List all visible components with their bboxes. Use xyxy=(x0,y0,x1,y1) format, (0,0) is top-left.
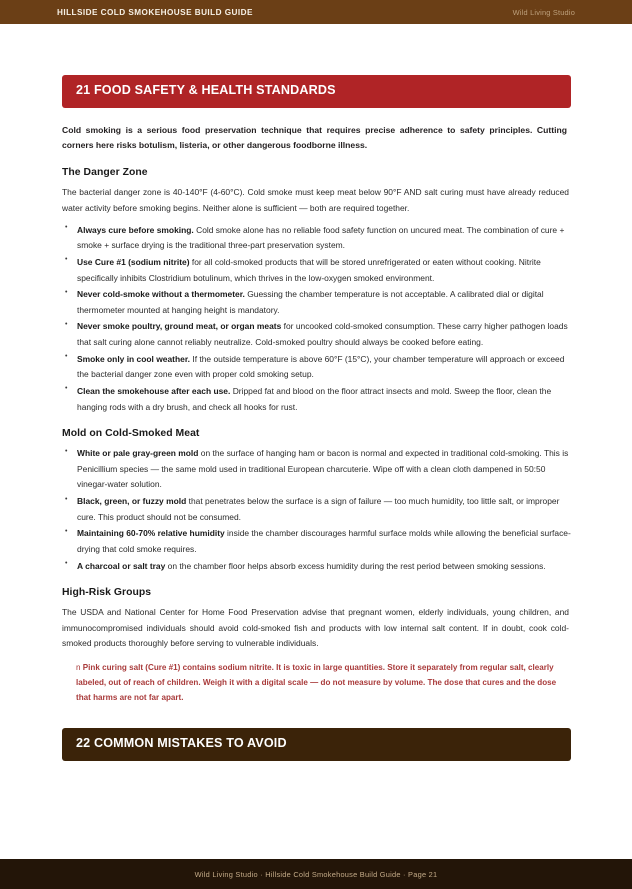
danger-zone-item-rest: If the outside temperature is above 60°F (15°C), your chamber temperature will approach or exceed the bacterial danger zone even with proper cold smoking setup. xyxy=(77,353,565,380)
mold-item-rest: that penetrates below the surface is a sign of failure — too much humidity, too little salt, or improper cure. This product should not be consumed. xyxy=(77,496,560,522)
list-item xyxy=(62,446,571,493)
danger-zone-item-lead: Use Cure #1 (sodium nitrite) xyxy=(77,256,190,267)
warning-icon: n xyxy=(76,663,81,673)
mold-item-lead: Black, green, or fuzzy mold xyxy=(77,496,187,507)
danger-zone-item-rest: Cold smoke alone has no reliable food safety function on uncured meat. The combination of cure + smoke + surface drying is the traditional three-part preservation system. xyxy=(77,224,565,251)
heading-mold-on-cold-smoked-meat: Mold on Cold-Smoked Meat xyxy=(62,428,200,440)
mold-bullet-list xyxy=(62,446,571,574)
list-item xyxy=(62,319,571,350)
section-banner-21 xyxy=(62,75,571,108)
page-footer xyxy=(0,859,632,889)
heading-high-risk-groups: High-Risk Groups xyxy=(62,587,152,599)
high-risk-paragraph: The USDA and National Center for Home Food Preservation advise that pregnant women, elderly individuals, young children, and immunocompromised individuals should avoid cold-smoked fish and products with low internal salt content. If in doubt, cook cold-smoked products thoroughly before serving to vulnerable individuals. xyxy=(62,607,569,649)
section-lead-paragraph: Cold smoking is a serious food preservation technique that requires precise adherence to safety principles. Cutting corners here risks botulism, listeria, or other dangerous foodborne illness. xyxy=(62,124,567,151)
page-footer-text: Wild Living Studio · Hillside Cold Smokehouse Build Guide · Page 21 xyxy=(194,869,438,879)
heading-danger-zone: The Danger Zone xyxy=(62,167,148,179)
danger-zone-paragraph: The bacterial danger zone is 40-140°F (4-60°C). Cold smoke must keep meat below 90°F AND salt curing must have already reduced water activity before smoking begins. Neither alone is sufficient — both are required together. xyxy=(62,187,569,214)
danger-zone-item-lead: Clean the smokehouse after each use. xyxy=(77,385,231,396)
list-item xyxy=(62,223,571,254)
mold-item-lead: White or pale gray-green mold xyxy=(77,448,199,459)
page-content xyxy=(0,24,632,761)
danger-zone-item-rest: Guessing the chamber temperature is not acceptable. A calibrated dial or digital thermometer mounted at hanging height is mandatory. xyxy=(77,289,544,315)
page-header-title: HILLSIDE COLD SMOKEHOUSE BUILD GUIDE xyxy=(57,7,253,17)
list-item xyxy=(62,559,571,575)
danger-zone-item-lead: Never cold-smoke without a thermometer. xyxy=(77,289,245,300)
list-item xyxy=(62,352,571,383)
list-item xyxy=(62,494,571,525)
list-item xyxy=(62,384,571,415)
section-banner-22-title: 22 COMMON MISTAKES TO AVOID xyxy=(76,735,287,750)
mold-item-lead: Maintaining 60-70% relative humidity xyxy=(77,528,225,539)
danger-zone-item-rest: Dripped fat and blood on the floor attract insects and mold. Sweep the floor, clean the hanging rods with a dry brush, and check all hooks for rust. xyxy=(77,385,552,412)
danger-zone-item-lead: Never smoke poultry, ground meat, or organ meats xyxy=(77,321,282,332)
page-header xyxy=(0,0,632,24)
section-banner-22 xyxy=(62,728,571,761)
page-header-brand: Wild Living Studio xyxy=(512,7,575,17)
mold-item-lead: A charcoal or salt tray xyxy=(77,560,166,571)
section-banner-21-title: 21 FOOD SAFETY & HEALTH STANDARDS xyxy=(76,83,336,97)
danger-zone-item-lead: Always cure before smoking. xyxy=(77,224,194,235)
danger-zone-bullet-list xyxy=(62,223,571,416)
danger-zone-item-rest: for all cold-smoked products that will be stored unrefrigerated or eaten without cooking. Nitrite specifically inhibits Clostridium botulinum, which thrives in the low-oxygen smoked environment. xyxy=(77,256,541,283)
mold-item-rest: on the surface of hanging ham or bacon is normal and expected in traditional cold-smoking. This is Penicillium species — the same mold used in traditional European charcuterie. Wipe off with a clean cloth dampened in 50:50 vinegar-water solution. xyxy=(77,448,569,490)
list-item xyxy=(62,255,571,286)
mold-item-rest: inside the chamber discourages harmful surface molds while allowing the beneficial surface-drying that cold smoke requires. xyxy=(77,528,571,554)
danger-zone-item-rest: for uncooked cold-smoked consumption. These carry higher pathogen loads that salt curing alone cannot reliably neutralize. Cold-smoked poultry should always be cooked before eating. xyxy=(77,321,568,348)
list-item xyxy=(62,526,571,557)
warning-callout-body: Pink curing salt (Cure #1) contains sodium nitrite. It is toxic in large quantities. Store it separately from regular salt, clearly labeled, out of reach of children. Weigh it with a digital scale — do not measure by volume. The dose that cures and the dose that harms are not far apart. xyxy=(76,663,557,703)
danger-zone-item-lead: Smoke only in cool weather. xyxy=(77,353,190,364)
mold-item-rest: on the chamber floor helps absorb excess humidity during the rest period between smoking sessions. xyxy=(165,560,546,571)
warning-callout xyxy=(76,660,563,706)
warning-callout-text xyxy=(76,660,563,706)
list-item xyxy=(62,287,571,318)
